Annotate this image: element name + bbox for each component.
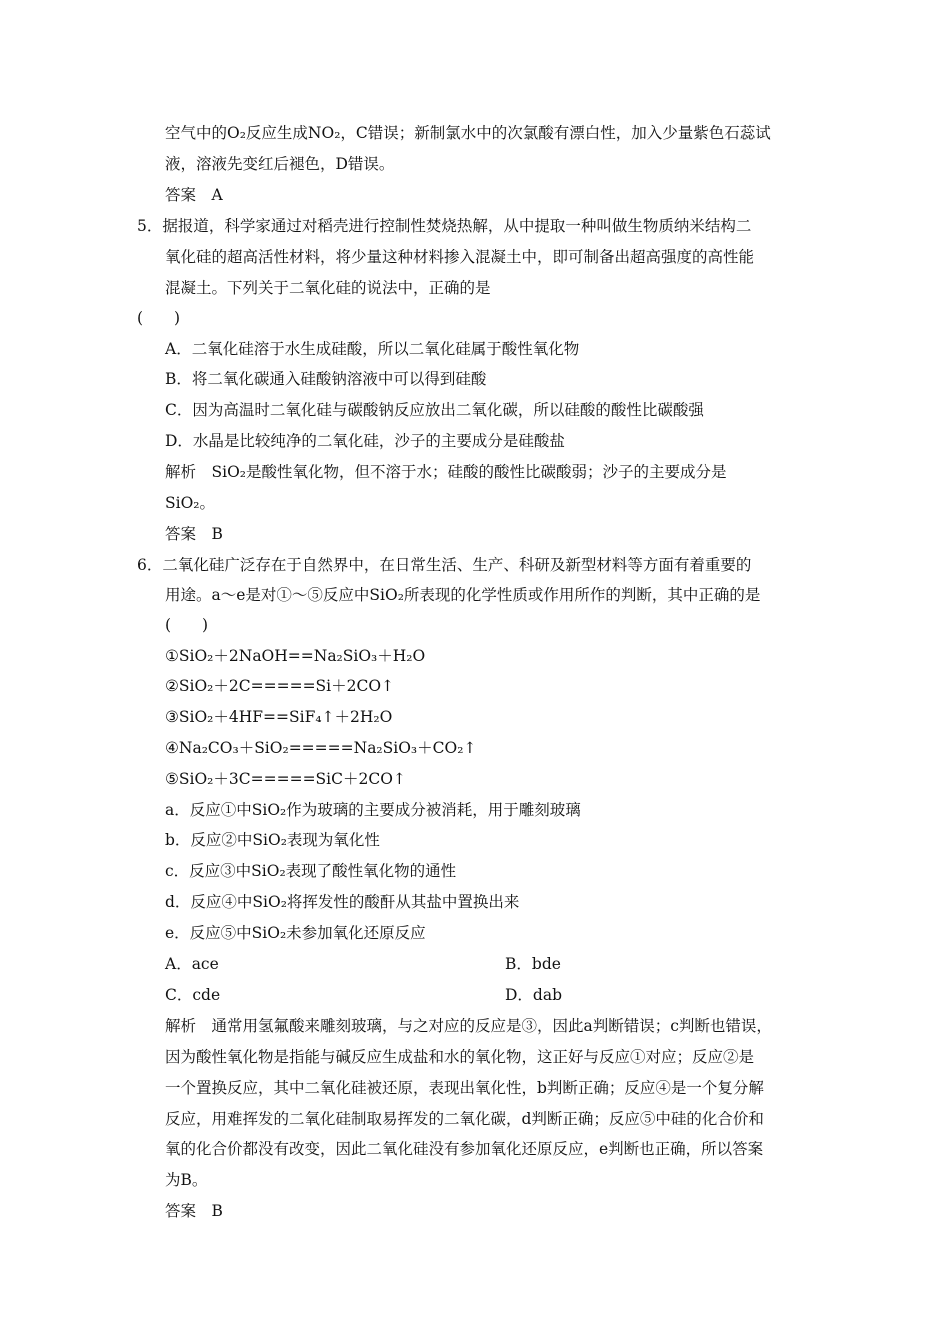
intro-line-1: 空气中的O₂反应生成NO₂，C错误；新制氯水中的次氯酸有漂白性，加入少量紫色石蕊试 <box>165 124 771 142</box>
q6-choice-c: C．cde <box>165 986 221 1004</box>
q6-analysis-line-3: 一个置换反应，其中二氧化硅被还原，表现出氧化性，b判断正确；反应④是一个复分解 <box>165 1079 764 1097</box>
q6-analysis-line-4: 反应，用难挥发的二氧化硅制取易挥发的二氧化碳，d判断正确；反应⑤中硅的化合价和 <box>165 1110 764 1128</box>
q5-stem-line-1: 5．据报道，科学家通过对稻壳进行控制性焚烧热解，从中提取一种叫做生物质纳米结构二 <box>137 217 752 235</box>
q5-analysis-line-2: SiO₂。 <box>165 494 215 512</box>
q5-analysis-line-1: 解析 SiO₂是酸性氧化物，但不溶于水；硅酸的酸性比碳酸弱；沙子的主要成分是 <box>165 463 727 481</box>
q6-statement-d: d．反应④中SiO₂将挥发性的酸酐从其盐中置换出来 <box>165 893 520 911</box>
q6-analysis-line-2: 因为酸性氧化物是指能与碱反应生成盐和水的氧化物，这正好与反应①对应；反应②是 <box>165 1048 755 1066</box>
q6-analysis-line-1: 解析 通常用氢氟酸来雕刻玻璃，与之对应的反应是③，因此a判断错误；c判断也错误， <box>165 1017 772 1035</box>
q6-answer-paren: ( ) <box>165 616 209 634</box>
q5-stem-line-3: 混凝土。下列关于二氧化硅的说法中，正确的是 <box>165 279 491 297</box>
q5-option-c: C．因为高温时二氧化硅与碳酸钠反应放出二氧化碳，所以硅酸的酸性比碳酸强 <box>165 401 704 419</box>
q6-statement-c: c．反应③中SiO₂表现了酸性氧化物的通性 <box>165 862 457 880</box>
q6-choice-b: B．bde <box>505 955 561 973</box>
q6-stem-line-1: 6．二氧化硅广泛存在于自然界中，在日常生活、生产、科研及新型材料等方面有着重要的 <box>137 556 752 574</box>
q6-answer: 答案 B <box>165 1202 223 1220</box>
q6-statement-a: a．反应①中SiO₂作为玻璃的主要成分被消耗，用于雕刻玻璃 <box>165 801 581 819</box>
q5-stem-line-2: 氧化硅的超高活性材料，将少量这种材料掺入混凝土中，即可制备出超高强度的高性能 <box>165 248 755 266</box>
q6-reaction-1: ①SiO₂＋2NaOH==Na₂SiO₃＋H₂O <box>165 647 426 665</box>
q6-analysis-line-6: 为B。 <box>165 1171 208 1189</box>
q6-stem-line-2: 用途。a～e是对①～⑤反应中SiO₂所表现的化学性质或作用所作的判断，其中正确的是 <box>165 586 761 604</box>
q6-choice-a: A．ace <box>165 955 219 973</box>
q6-reaction-3: ③SiO₂＋4HF==SiF₄↑＋2H₂O <box>165 708 393 726</box>
q5-answer-paren: ( ) <box>137 309 181 327</box>
q6-statement-b: b．反应②中SiO₂表现为氧化性 <box>165 831 380 849</box>
q6-statement-e: e．反应⑤中SiO₂未参加氧化还原反应 <box>165 924 426 942</box>
q6-choice-d: D．dab <box>505 986 563 1004</box>
q6-reaction-2: ②SiO₂＋2C=====Si＋2CO↑ <box>165 677 395 695</box>
intro-line-2: 液，溶液先变红后褪色，D错误。 <box>165 155 395 173</box>
q6-analysis-line-5: 氧的化合价都没有改变，因此二氧化硅没有参加氧化还原反应，e判断也正确，所以答案 <box>165 1140 764 1158</box>
q5-answer: 答案 B <box>165 525 223 543</box>
q6-reaction-4: ④Na₂CO₃＋SiO₂=====Na₂SiO₃＋CO₂↑ <box>165 739 477 757</box>
intro-answer: 答案 A <box>165 186 223 204</box>
q5-option-a: A．二氧化硅溶于水生成硅酸，所以二氧化硅属于酸性氧化物 <box>165 340 580 358</box>
q5-option-b: B．将二氧化碳通入硅酸钠溶液中可以得到硅酸 <box>165 370 487 388</box>
q6-reaction-5: ⑤SiO₂＋3C=====SiC＋2CO↑ <box>165 770 406 788</box>
q5-option-d: D．水晶是比较纯净的二氧化硅，沙子的主要成分是硅酸盐 <box>165 432 565 450</box>
